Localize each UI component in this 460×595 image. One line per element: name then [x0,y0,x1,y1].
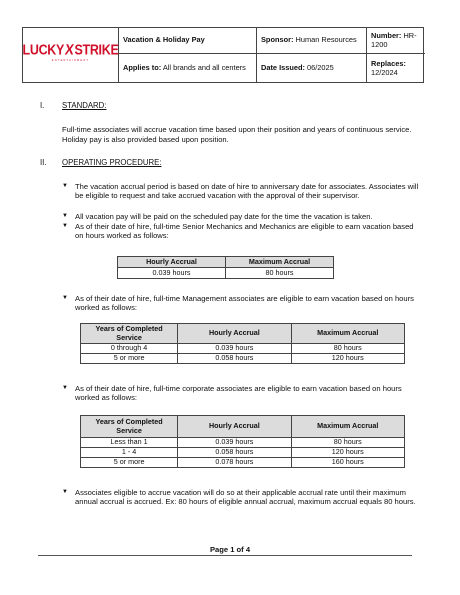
table-cell: 120 hours [291,354,404,364]
column-header: Years of Completed Service [81,324,178,344]
issued-label: Date Issued: [261,63,305,73]
number-cell [367,28,425,54]
logo-subtitle: ENTERTAINMENT [51,58,90,62]
table-row [81,438,405,448]
bullet-text: All vacation pay will be paid on the scheduled pay date for the time the vacation is taken. [75,212,373,221]
list-item [62,488,424,507]
sponsor-value: Human Resources [295,35,357,45]
section-number: II. [40,158,47,167]
replaces-label: Replaces: [371,58,406,68]
table-cell: 0.058 hours [178,448,291,458]
table-row [81,344,405,354]
policy-header-table [22,27,424,83]
applies-cell [119,54,257,83]
replaces-value: 12/2024 [371,67,398,77]
applies-label: Applies to: [123,63,162,73]
column-header: Maximum Accrual [226,257,334,268]
footer-divider [38,555,412,556]
table-header-row [81,324,405,344]
brand-logo [23,28,119,83]
logo-x-mark: X [64,40,75,58]
table-cell: Less than 1 [81,438,178,448]
table-header-row [81,416,405,438]
table-cell: 5 or more [81,354,178,364]
table-cell: 0 through 4 [81,344,178,354]
table-cell: 120 hours [291,448,404,458]
bullet-text: As of their date of hire, full-time corporate associates are eligible to earn vacation based on hours worked as follows: [75,384,402,403]
list-item [62,222,424,241]
section-title: STANDARD: [62,101,107,110]
column-header: Hourly Accrual [178,416,291,438]
list-item [62,182,424,201]
corporate-accrual-table [80,415,405,468]
table-cell: 160 hours [291,458,404,468]
column-header: Years of Completed Service [81,416,178,438]
section-heading-standard [40,101,106,110]
page-number: Page 1 of 4 [209,545,251,554]
applies-value: All brands and all centers [162,63,246,73]
table-cell: 80 hours [291,344,404,354]
table-row [81,448,405,458]
list-item [62,384,424,403]
mechanics-accrual-table [117,256,334,279]
triangle-down-icon: ▼ [62,385,68,391]
triangle-down-icon: ▼ [62,489,68,495]
list-item [62,294,424,313]
table-row [81,458,405,468]
policy-title: Vacation & Holiday Pay [119,28,257,54]
table-row [81,354,405,364]
column-header: Hourly Accrual [178,324,291,344]
logo-wordmark [22,40,119,58]
section-heading-operating-procedure [40,158,162,167]
table-cell: 0.039 hours [118,268,226,279]
section-title: OPERATING PROCEDURE: [62,158,162,167]
triangle-down-icon: ▼ [62,295,68,301]
replaces-cell [367,54,425,83]
standard-paragraph: Full-time associates will accrue vacation time based upon their position and years of continuous service. Holiday pay is also provided based upon position. [62,125,412,144]
table-cell: 5 or more [81,458,178,468]
number-value: HR-1200 [371,30,417,49]
table-cell: 80 hours [291,438,404,448]
table-header-row [118,257,334,268]
column-header: Maximum Accrual [291,324,404,344]
number-label: Number: [371,30,402,40]
bullet-text: Associates eligible to accrue vacation will do so at their applicable accrual rate until their maximum annual accrual is accrued. Ex: 80 hours of eligible annual accrual, maximum accrual equals 80 hours. [75,488,416,507]
bullet-text: The vacation accrual period is based on date of hire to anniversary date for associates. Associates will be eligible to request and take accrued vacation with the approval of their supervisor. [75,182,419,201]
table-cell: 0.039 hours [178,438,291,448]
logo-text-left: LUCKY [22,41,65,58]
management-accrual-table [80,323,405,364]
sponsor-label: Sponsor: [261,35,294,45]
issued-cell [257,54,367,83]
issued-value: 06/2025 [307,63,334,73]
sponsor-cell [257,28,367,54]
triangle-down-icon: ▼ [62,183,68,189]
logo-text-right: STRIKE [74,41,119,58]
bullet-text: As of their date of hire, full-time Management associates are eligible to earn vacation based on hours worked as follows: [75,294,414,313]
list-item [62,212,424,221]
column-header: Maximum Accrual [291,416,404,438]
section-number: I. [40,101,45,110]
bullet-text: As of their date of hire, full-time Senior Mechanics and Mechanics are eligible to earn vacation based on hours worked as follows: [75,222,414,241]
table-cell: 0.078 hours [178,458,291,468]
triangle-down-icon: ▼ [62,223,68,229]
table-cell: 0.039 hours [178,344,291,354]
table-cell: 0.058 hours [178,354,291,364]
table-row [118,268,334,279]
table-cell: 80 hours [226,268,334,279]
triangle-down-icon: ▼ [62,213,68,219]
table-cell: 1 - 4 [81,448,178,458]
column-header: Hourly Accrual [118,257,226,268]
